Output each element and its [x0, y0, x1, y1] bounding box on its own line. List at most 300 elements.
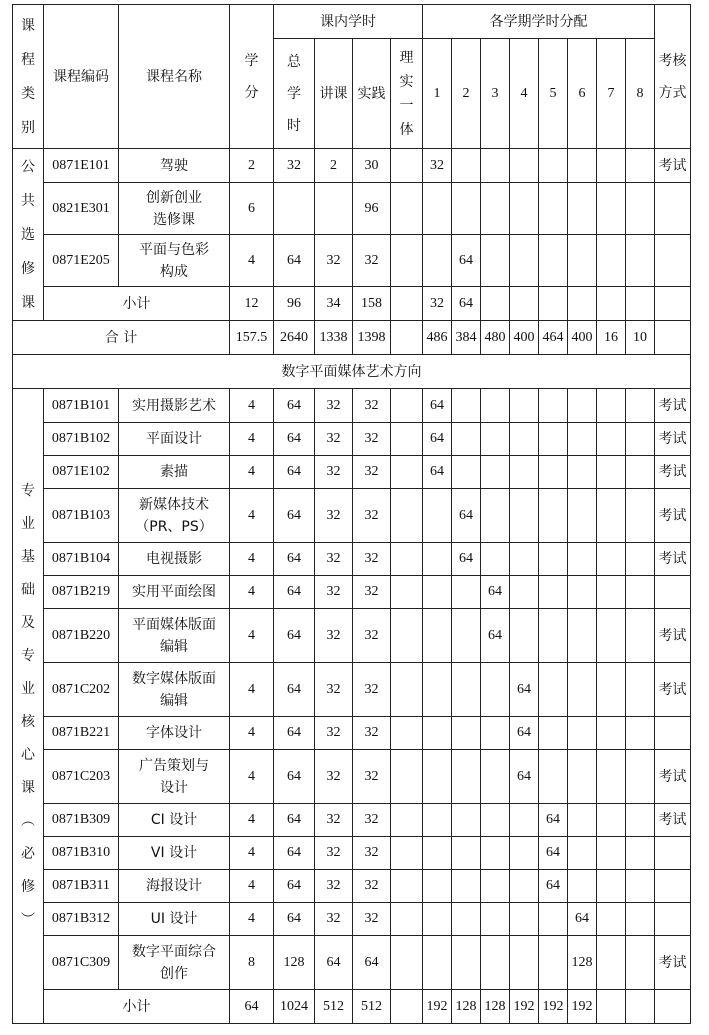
exam-method-cell: 考试 — [655, 609, 691, 663]
integrated-hours-cell — [391, 183, 423, 235]
header-practice: 实践 — [353, 39, 391, 149]
course-name-cell: 实用摄影艺术 — [119, 389, 230, 423]
integrated-hours-cell — [391, 576, 423, 609]
course-code-cell: 0871E101 — [44, 149, 119, 183]
semester-hours-cell — [452, 837, 481, 870]
semester-hours-cell — [539, 149, 568, 183]
semester-hours-cell: 480 — [481, 321, 510, 355]
semester-hours-cell — [626, 750, 655, 804]
total-hours-cell: 2640 — [274, 321, 315, 355]
semester-hours-cell — [452, 183, 481, 235]
course-code-cell: 0871E102 — [44, 456, 119, 489]
semester-hours-cell: 64 — [423, 423, 452, 456]
semester-hours-cell — [568, 804, 597, 837]
semester-hours-cell — [481, 717, 510, 750]
practice-hours-cell: 1398 — [353, 321, 391, 355]
semester-hours-cell — [423, 609, 452, 663]
integrated-hours-cell — [391, 423, 423, 456]
semester-hours-cell — [452, 717, 481, 750]
semester-hours-cell — [510, 389, 539, 423]
table-row — [13, 609, 691, 663]
semester-hours-cell — [626, 389, 655, 423]
semester-hours-cell — [597, 456, 626, 489]
semester-hours-cell — [597, 423, 626, 456]
semester-hours-cell: 64 — [510, 750, 539, 804]
header-semester: 1 — [423, 39, 452, 149]
subtotal-label: 小计 — [44, 990, 230, 1024]
credit-cell: 4 — [230, 489, 274, 543]
semester-hours-cell — [481, 936, 510, 990]
semester-hours-cell — [568, 837, 597, 870]
practice-hours-cell: 32 — [353, 489, 391, 543]
total-hours-cell: 128 — [274, 936, 315, 990]
course-code-cell: 0871C202 — [44, 663, 119, 717]
semester-hours-cell — [597, 576, 626, 609]
semester-hours-cell — [597, 804, 626, 837]
header-semester: 6 — [568, 39, 597, 149]
lecture-hours-cell: 32 — [315, 804, 353, 837]
credit-cell: 4 — [230, 609, 274, 663]
course-code-cell: 0871B311 — [44, 870, 119, 903]
course-name-cell: 驾驶 — [119, 149, 230, 183]
lecture-hours-cell: 32 — [315, 870, 353, 903]
subtotal-label: 小计 — [44, 287, 230, 321]
semester-hours-cell — [626, 489, 655, 543]
semester-hours-cell — [481, 287, 510, 321]
exam-method-cell — [655, 183, 691, 235]
semester-hours-cell — [626, 576, 655, 609]
semester-hours-cell — [423, 750, 452, 804]
semester-hours-cell: 192 — [568, 990, 597, 1024]
integrated-hours-cell — [391, 389, 423, 423]
course-name-cell: 平面与色彩 构成 — [119, 235, 230, 287]
semester-hours-cell: 64 — [481, 576, 510, 609]
table-row — [13, 804, 691, 837]
table-row — [13, 543, 691, 576]
course-code-cell: 0871B104 — [44, 543, 119, 576]
semester-hours-cell — [539, 235, 568, 287]
credit-cell: 4 — [230, 903, 274, 936]
total-hours-cell: 64 — [274, 489, 315, 543]
lecture-hours-cell: 32 — [315, 750, 353, 804]
semester-hours-cell — [481, 837, 510, 870]
semester-hours-cell — [510, 287, 539, 321]
semester-hours-cell — [423, 903, 452, 936]
course-code-cell: 0821E301 — [44, 183, 119, 235]
course-name-cell: VI 设计 — [119, 837, 230, 870]
header-semester: 8 — [626, 39, 655, 149]
integrated-hours-cell — [391, 235, 423, 287]
total-hours-cell: 64 — [274, 389, 315, 423]
semester-hours-cell — [481, 389, 510, 423]
course-name-cell: 数字平面综合 创作 — [119, 936, 230, 990]
semester-hours-cell: 64 — [423, 389, 452, 423]
credit-cell: 4 — [230, 663, 274, 717]
semester-hours-cell — [626, 663, 655, 717]
semester-hours-cell — [539, 456, 568, 489]
practice-hours-cell: 512 — [353, 990, 391, 1024]
integrated-hours-cell — [391, 489, 423, 543]
semester-hours-cell — [626, 990, 655, 1024]
semester-hours-cell — [423, 870, 452, 903]
semester-hours-cell — [568, 149, 597, 183]
practice-hours-cell: 30 — [353, 149, 391, 183]
exam-method-cell — [655, 990, 691, 1024]
semester-hours-cell — [568, 750, 597, 804]
semester-hours-cell — [510, 423, 539, 456]
header-semester: 7 — [597, 39, 626, 149]
semester-hours-cell — [626, 235, 655, 287]
table-row — [13, 663, 691, 717]
semester-hours-cell — [568, 423, 597, 456]
direction-row — [13, 355, 691, 389]
semester-hours-cell — [510, 543, 539, 576]
integrated-hours-cell — [391, 456, 423, 489]
exam-method-cell: 考试 — [655, 663, 691, 717]
semester-hours-cell — [423, 717, 452, 750]
semester-hours-cell — [568, 609, 597, 663]
practice-hours-cell: 32 — [353, 456, 391, 489]
integrated-hours-cell — [391, 903, 423, 936]
semester-hours-cell: 192 — [539, 990, 568, 1024]
credit-cell: 157.5 — [230, 321, 274, 355]
semester-hours-cell — [626, 609, 655, 663]
semester-hours-cell — [597, 389, 626, 423]
semester-hours-cell — [539, 489, 568, 543]
category-cell: 公 共 选 修 课 — [13, 149, 44, 321]
lecture-hours-cell: 32 — [315, 543, 353, 576]
semester-hours-cell — [510, 870, 539, 903]
semester-hours-cell — [626, 543, 655, 576]
semester-hours-cell: 10 — [626, 321, 655, 355]
course-name-cell: 实用平面绘图 — [119, 576, 230, 609]
table-row — [13, 489, 691, 543]
total-hours-cell: 96 — [274, 287, 315, 321]
course-code-cell: 0871B101 — [44, 389, 119, 423]
header-semester-group: 各学期学时分配 — [423, 5, 655, 39]
integrated-hours-cell — [391, 609, 423, 663]
semester-hours-cell — [568, 717, 597, 750]
semester-hours-cell — [423, 183, 452, 235]
lecture-hours-cell: 1338 — [315, 321, 353, 355]
practice-hours-cell: 32 — [353, 543, 391, 576]
semester-hours-cell: 64 — [452, 489, 481, 543]
course-name-cell: 素描 — [119, 456, 230, 489]
semester-hours-cell — [539, 543, 568, 576]
semester-hours-cell — [626, 870, 655, 903]
semester-hours-cell — [510, 235, 539, 287]
total-hours-cell: 64 — [274, 576, 315, 609]
semester-hours-cell: 64 — [452, 543, 481, 576]
total-hours-cell — [274, 183, 315, 235]
exam-method-cell — [655, 321, 691, 355]
table-row — [13, 750, 691, 804]
total-hours-cell: 64 — [274, 423, 315, 456]
semester-hours-cell — [597, 990, 626, 1024]
header-lecture: 讲课 — [315, 39, 353, 149]
semester-hours-cell — [539, 287, 568, 321]
credit-cell: 12 — [230, 287, 274, 321]
header-semester: 4 — [510, 39, 539, 149]
lecture-hours-cell: 64 — [315, 936, 353, 990]
total-hours-cell: 64 — [274, 663, 315, 717]
exam-method-cell — [655, 903, 691, 936]
semester-hours-cell — [510, 804, 539, 837]
semester-hours-cell — [423, 543, 452, 576]
semester-hours-cell — [481, 870, 510, 903]
practice-hours-cell: 32 — [353, 717, 391, 750]
credit-cell: 4 — [230, 870, 274, 903]
practice-hours-cell: 32 — [353, 750, 391, 804]
total-hours-cell: 64 — [274, 717, 315, 750]
semester-hours-cell — [423, 489, 452, 543]
course-code-cell: 0871B220 — [44, 609, 119, 663]
semester-hours-cell: 64 — [452, 235, 481, 287]
semester-hours-cell — [597, 750, 626, 804]
header-semester: 2 — [452, 39, 481, 149]
semester-hours-cell — [423, 576, 452, 609]
header-credit: 学 分 — [230, 5, 274, 149]
lecture-hours-cell: 32 — [315, 489, 353, 543]
semester-hours-cell — [597, 183, 626, 235]
header-integrated: 理 实 一 体 — [391, 39, 423, 149]
semester-hours-cell — [568, 663, 597, 717]
lecture-hours-cell: 32 — [315, 389, 353, 423]
semester-hours-cell — [626, 804, 655, 837]
semester-hours-cell — [452, 750, 481, 804]
semester-hours-cell — [539, 936, 568, 990]
grand-total-row — [13, 321, 691, 355]
credit-cell: 2 — [230, 149, 274, 183]
credit-cell: 8 — [230, 936, 274, 990]
lecture-hours-cell: 512 — [315, 990, 353, 1024]
semester-hours-cell — [597, 149, 626, 183]
course-name-cell: 字体设计 — [119, 717, 230, 750]
semester-hours-cell — [597, 235, 626, 287]
semester-hours-cell — [568, 576, 597, 609]
semester-hours-cell: 128 — [452, 990, 481, 1024]
integrated-hours-cell — [391, 804, 423, 837]
table-row — [13, 423, 691, 456]
semester-hours-cell: 64 — [539, 837, 568, 870]
table-row — [13, 389, 691, 423]
lecture-hours-cell: 32 — [315, 576, 353, 609]
total-hours-cell: 1024 — [274, 990, 315, 1024]
lecture-hours-cell: 32 — [315, 903, 353, 936]
practice-hours-cell: 32 — [353, 663, 391, 717]
total-hours-cell: 64 — [274, 903, 315, 936]
exam-method-cell — [655, 717, 691, 750]
credit-cell: 4 — [230, 423, 274, 456]
practice-hours-cell: 32 — [353, 576, 391, 609]
integrated-hours-cell — [391, 663, 423, 717]
semester-hours-cell: 128 — [481, 990, 510, 1024]
credit-cell: 4 — [230, 837, 274, 870]
semester-hours-cell: 64 — [452, 287, 481, 321]
course-name-cell: 数字媒体版面 编辑 — [119, 663, 230, 717]
semester-hours-cell — [597, 663, 626, 717]
semester-hours-cell — [481, 663, 510, 717]
practice-hours-cell: 32 — [353, 804, 391, 837]
semester-hours-cell: 64 — [539, 870, 568, 903]
lecture-hours-cell: 32 — [315, 663, 353, 717]
practice-hours-cell: 32 — [353, 903, 391, 936]
semester-hours-cell — [510, 149, 539, 183]
practice-hours-cell: 32 — [353, 235, 391, 287]
semester-hours-cell — [481, 183, 510, 235]
table-row — [13, 837, 691, 870]
semester-hours-cell — [510, 903, 539, 936]
practice-hours-cell: 32 — [353, 423, 391, 456]
semester-hours-cell — [539, 663, 568, 717]
semester-hours-cell: 128 — [568, 936, 597, 990]
table-row — [13, 235, 691, 287]
practice-hours-cell: 158 — [353, 287, 391, 321]
semester-hours-cell — [423, 936, 452, 990]
table-row — [13, 149, 691, 183]
semester-hours-cell: 64 — [510, 717, 539, 750]
exam-method-cell: 考试 — [655, 804, 691, 837]
semester-hours-cell — [539, 903, 568, 936]
exam-method-cell: 考试 — [655, 389, 691, 423]
semester-hours-cell — [481, 235, 510, 287]
credit-cell: 4 — [230, 235, 274, 287]
semester-hours-cell — [597, 903, 626, 936]
semester-hours-cell: 64 — [568, 903, 597, 936]
course-code-cell: 0871C309 — [44, 936, 119, 990]
course-name-cell: 海报设计 — [119, 870, 230, 903]
credit-cell: 64 — [230, 990, 274, 1024]
total-hours-cell: 64 — [274, 750, 315, 804]
course-name-cell: 创新创业 选修课 — [119, 183, 230, 235]
lecture-hours-cell: 32 — [315, 837, 353, 870]
semester-hours-cell — [597, 717, 626, 750]
course-name-cell: 电视摄影 — [119, 543, 230, 576]
header-total: 总 学 时 — [274, 39, 315, 149]
practice-hours-cell: 96 — [353, 183, 391, 235]
practice-hours-cell: 32 — [353, 389, 391, 423]
table-row — [13, 717, 691, 750]
semester-hours-cell — [452, 456, 481, 489]
exam-method-cell — [655, 576, 691, 609]
semester-hours-cell — [568, 870, 597, 903]
semester-hours-cell — [452, 149, 481, 183]
semester-hours-cell: 464 — [539, 321, 568, 355]
total-hours-cell: 64 — [274, 235, 315, 287]
curriculum-table — [12, 4, 691, 1024]
semester-hours-cell: 16 — [597, 321, 626, 355]
integrated-hours-cell — [391, 837, 423, 870]
semester-hours-cell — [568, 489, 597, 543]
exam-method-cell: 考试 — [655, 543, 691, 576]
semester-hours-cell — [597, 609, 626, 663]
semester-hours-cell — [539, 717, 568, 750]
semester-hours-cell — [597, 837, 626, 870]
semester-hours-cell — [510, 837, 539, 870]
semester-hours-cell: 32 — [423, 287, 452, 321]
semester-hours-cell — [597, 870, 626, 903]
semester-hours-cell — [626, 837, 655, 870]
course-code-cell: 0871B103 — [44, 489, 119, 543]
semester-hours-cell: 384 — [452, 321, 481, 355]
exam-method-cell: 考试 — [655, 149, 691, 183]
exam-method-cell: 考试 — [655, 489, 691, 543]
integrated-hours-cell — [391, 990, 423, 1024]
semester-hours-cell: 400 — [510, 321, 539, 355]
semester-hours-cell — [481, 423, 510, 456]
credit-cell: 4 — [230, 389, 274, 423]
semester-hours-cell: 64 — [539, 804, 568, 837]
exam-method-cell: 考试 — [655, 750, 691, 804]
practice-hours-cell: 32 — [353, 870, 391, 903]
semester-hours-cell — [452, 576, 481, 609]
course-name-cell: 新媒体技术 （PR、PS） — [119, 489, 230, 543]
semester-hours-cell: 486 — [423, 321, 452, 355]
semester-hours-cell — [626, 903, 655, 936]
semester-hours-cell — [568, 287, 597, 321]
table-row — [13, 936, 691, 990]
semester-hours-cell — [597, 489, 626, 543]
credit-cell: 4 — [230, 717, 274, 750]
grand-total-label: 合 计 — [13, 321, 230, 355]
semester-hours-cell — [452, 423, 481, 456]
credit-cell: 4 — [230, 456, 274, 489]
semester-hours-cell — [423, 837, 452, 870]
semester-hours-cell — [423, 663, 452, 717]
category-cell: 专 业 基 础 及 专 业 核 心 课 ︵ 必 修 ︶ — [13, 389, 44, 1024]
semester-hours-cell — [568, 389, 597, 423]
table-row — [13, 870, 691, 903]
course-name-cell: 平面媒体版面 编辑 — [119, 609, 230, 663]
course-code-cell: 0871B309 — [44, 804, 119, 837]
exam-method-cell: 考试 — [655, 456, 691, 489]
header-name: 课程名称 — [119, 5, 230, 149]
semester-hours-cell — [626, 183, 655, 235]
table-row — [13, 903, 691, 936]
semester-hours-cell — [452, 609, 481, 663]
course-name-cell: 平面设计 — [119, 423, 230, 456]
total-hours-cell: 64 — [274, 543, 315, 576]
semester-hours-cell — [568, 456, 597, 489]
course-code-cell: 0871B219 — [44, 576, 119, 609]
lecture-hours-cell — [315, 183, 353, 235]
semester-hours-cell — [626, 287, 655, 321]
total-hours-cell: 64 — [274, 870, 315, 903]
total-hours-cell: 64 — [274, 837, 315, 870]
practice-hours-cell: 64 — [353, 936, 391, 990]
semester-hours-cell — [423, 235, 452, 287]
semester-hours-cell — [626, 717, 655, 750]
exam-method-cell — [655, 235, 691, 287]
semester-hours-cell — [452, 804, 481, 837]
integrated-hours-cell — [391, 870, 423, 903]
lecture-hours-cell: 32 — [315, 423, 353, 456]
semester-hours-cell — [452, 663, 481, 717]
semester-hours-cell — [452, 903, 481, 936]
practice-hours-cell: 32 — [353, 609, 391, 663]
semester-hours-cell — [539, 423, 568, 456]
practice-hours-cell: 32 — [353, 837, 391, 870]
table-row — [13, 576, 691, 609]
semester-hours-cell — [481, 750, 510, 804]
semester-hours-cell — [568, 183, 597, 235]
course-code-cell: 0871B310 — [44, 837, 119, 870]
semester-hours-cell — [481, 456, 510, 489]
semester-hours-cell — [481, 903, 510, 936]
credit-cell: 4 — [230, 576, 274, 609]
integrated-hours-cell — [391, 149, 423, 183]
header-semester: 5 — [539, 39, 568, 149]
